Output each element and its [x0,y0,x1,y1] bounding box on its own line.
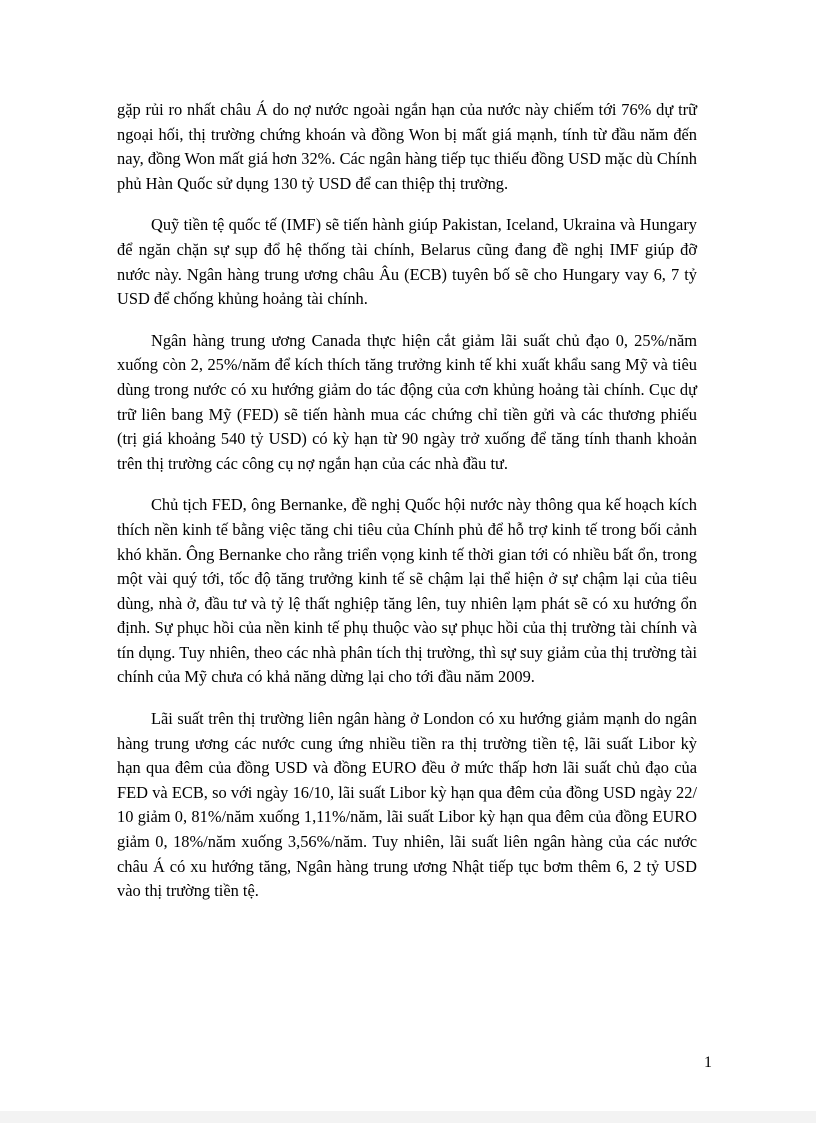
paragraph-2: Quỹ tiền tệ quốc tế (IMF) sẽ tiến hành giúp Pakistan, Iceland, Ukraina và Hungary để ngăn chặn sự sụp đổ hệ thống tài chính, Belarus cũng đang đề nghị IMF giúp đỡ nước này. Ngân hàng trung ương châu Âu (ECB) tuyên bố sẽ cho Hungary vay 6, 7 tỷ USD để chống khủng hoảng tài chính. [117,215,697,309]
paragraph-1: gặp rủi ro nhất châu Á do nợ nước ngoài ngắn hạn của nước này chiếm tới 76% dự trữ ngoại hối, thị trường chứng khoán và đồng Won bị mất giá mạnh, tính từ đầu năm đến nay, đồng Won mất giá hơn 32%. Các ngân hàng tiếp tục thiếu đồng USD mặc dù Chính phủ Hàn Quốc sử dụng 130 tỷ USD để can thiệp thị trường. [117,100,697,193]
page-number: 1 [704,1054,712,1071]
paragraph-4: Chủ tịch FED, ông Bernanke, đề nghị Quốc hội nước này thông qua kế hoạch kích thích nền kinh tế bằng việc tăng chi tiêu của Chính phủ để hỗ trợ kinh tế trong bối cảnh khó khăn. Ông Bernanke cho rằng triển vọng kinh tế thời gian tới có nhiều bất ổn, trong một vài quý tới, tốc độ tăng trưởng kinh tế sẽ chậm lại thể hiện ở sự chậm lại của tiêu dùng, nhà ở, đầu tư và tỷ lệ thất nghiệp tăng lên, tuy nhiên lạm phát sẽ có xu hướng ổn định. Sự phục hồi của nền kinh tế phụ thuộc vào sự phục hồi của thị trường tài chính và tín dụng. Tuy nhiên, theo các nhà phân tích thị trường, thì sự suy giảm của thị trường tài chính của Mỹ chưa có khả năng dừng lại cho tới đầu năm 2009. [117,495,697,687]
page-bottom-edge [0,1111,816,1123]
paragraph-3: Ngân hàng trung ương Canada thực hiện cắt giảm lãi suất chủ đạo 0, 25%/năm xuống còn 2, 25%/năm để kích thích tăng trưởng kinh tế khi xuất khẩu sang Mỹ và tiêu dùng trong nước có xu hướng giảm do tác động của cơn khủng hoảng tài chính. Cục dự trữ liên bang Mỹ (FED) sẽ tiến hành mua các chứng chỉ tiền gửi và các thương phiếu (trị giá khoảng 540 tỷ USD) có kỳ hạn từ 90 ngày trở xuống để tăng tính thanh khoản trên thị trường các công cụ nợ ngắn hạn của các nhà đầu tư. [117,330,697,473]
paragraph-5: Lãi suất trên thị trường liên ngân hàng ở London có xu hướng giảm mạnh do ngân hàng trung ương các nước cung ứng nhiều tiền ra thị trường tiền tệ, lãi suất Libor kỳ hạn qua đêm của đồng USD và đồng EURO đều ở mức thấp hơn lãi suất chủ đạo của FED và ECB, so với ngày 16/10, lãi suất Libor kỳ hạn qua đêm của đồng USD ngày 22/ 10 giảm 0, 81%/năm xuống 1,11%/năm, lãi suất Libor kỳ hạn qua đêm của đồng EURO giảm 0, 18%/năm xuống 3,56%/năm. Tuy nhiên, lãi suất liên ngân hàng của các nước châu Á có xu hướng tăng, Ngân hàng trung ương Nhật tiếp tục bơm thêm 6, 2 tỷ USD vào thị trường tiền tệ. [117,709,697,901]
body-text [117,98,697,921]
